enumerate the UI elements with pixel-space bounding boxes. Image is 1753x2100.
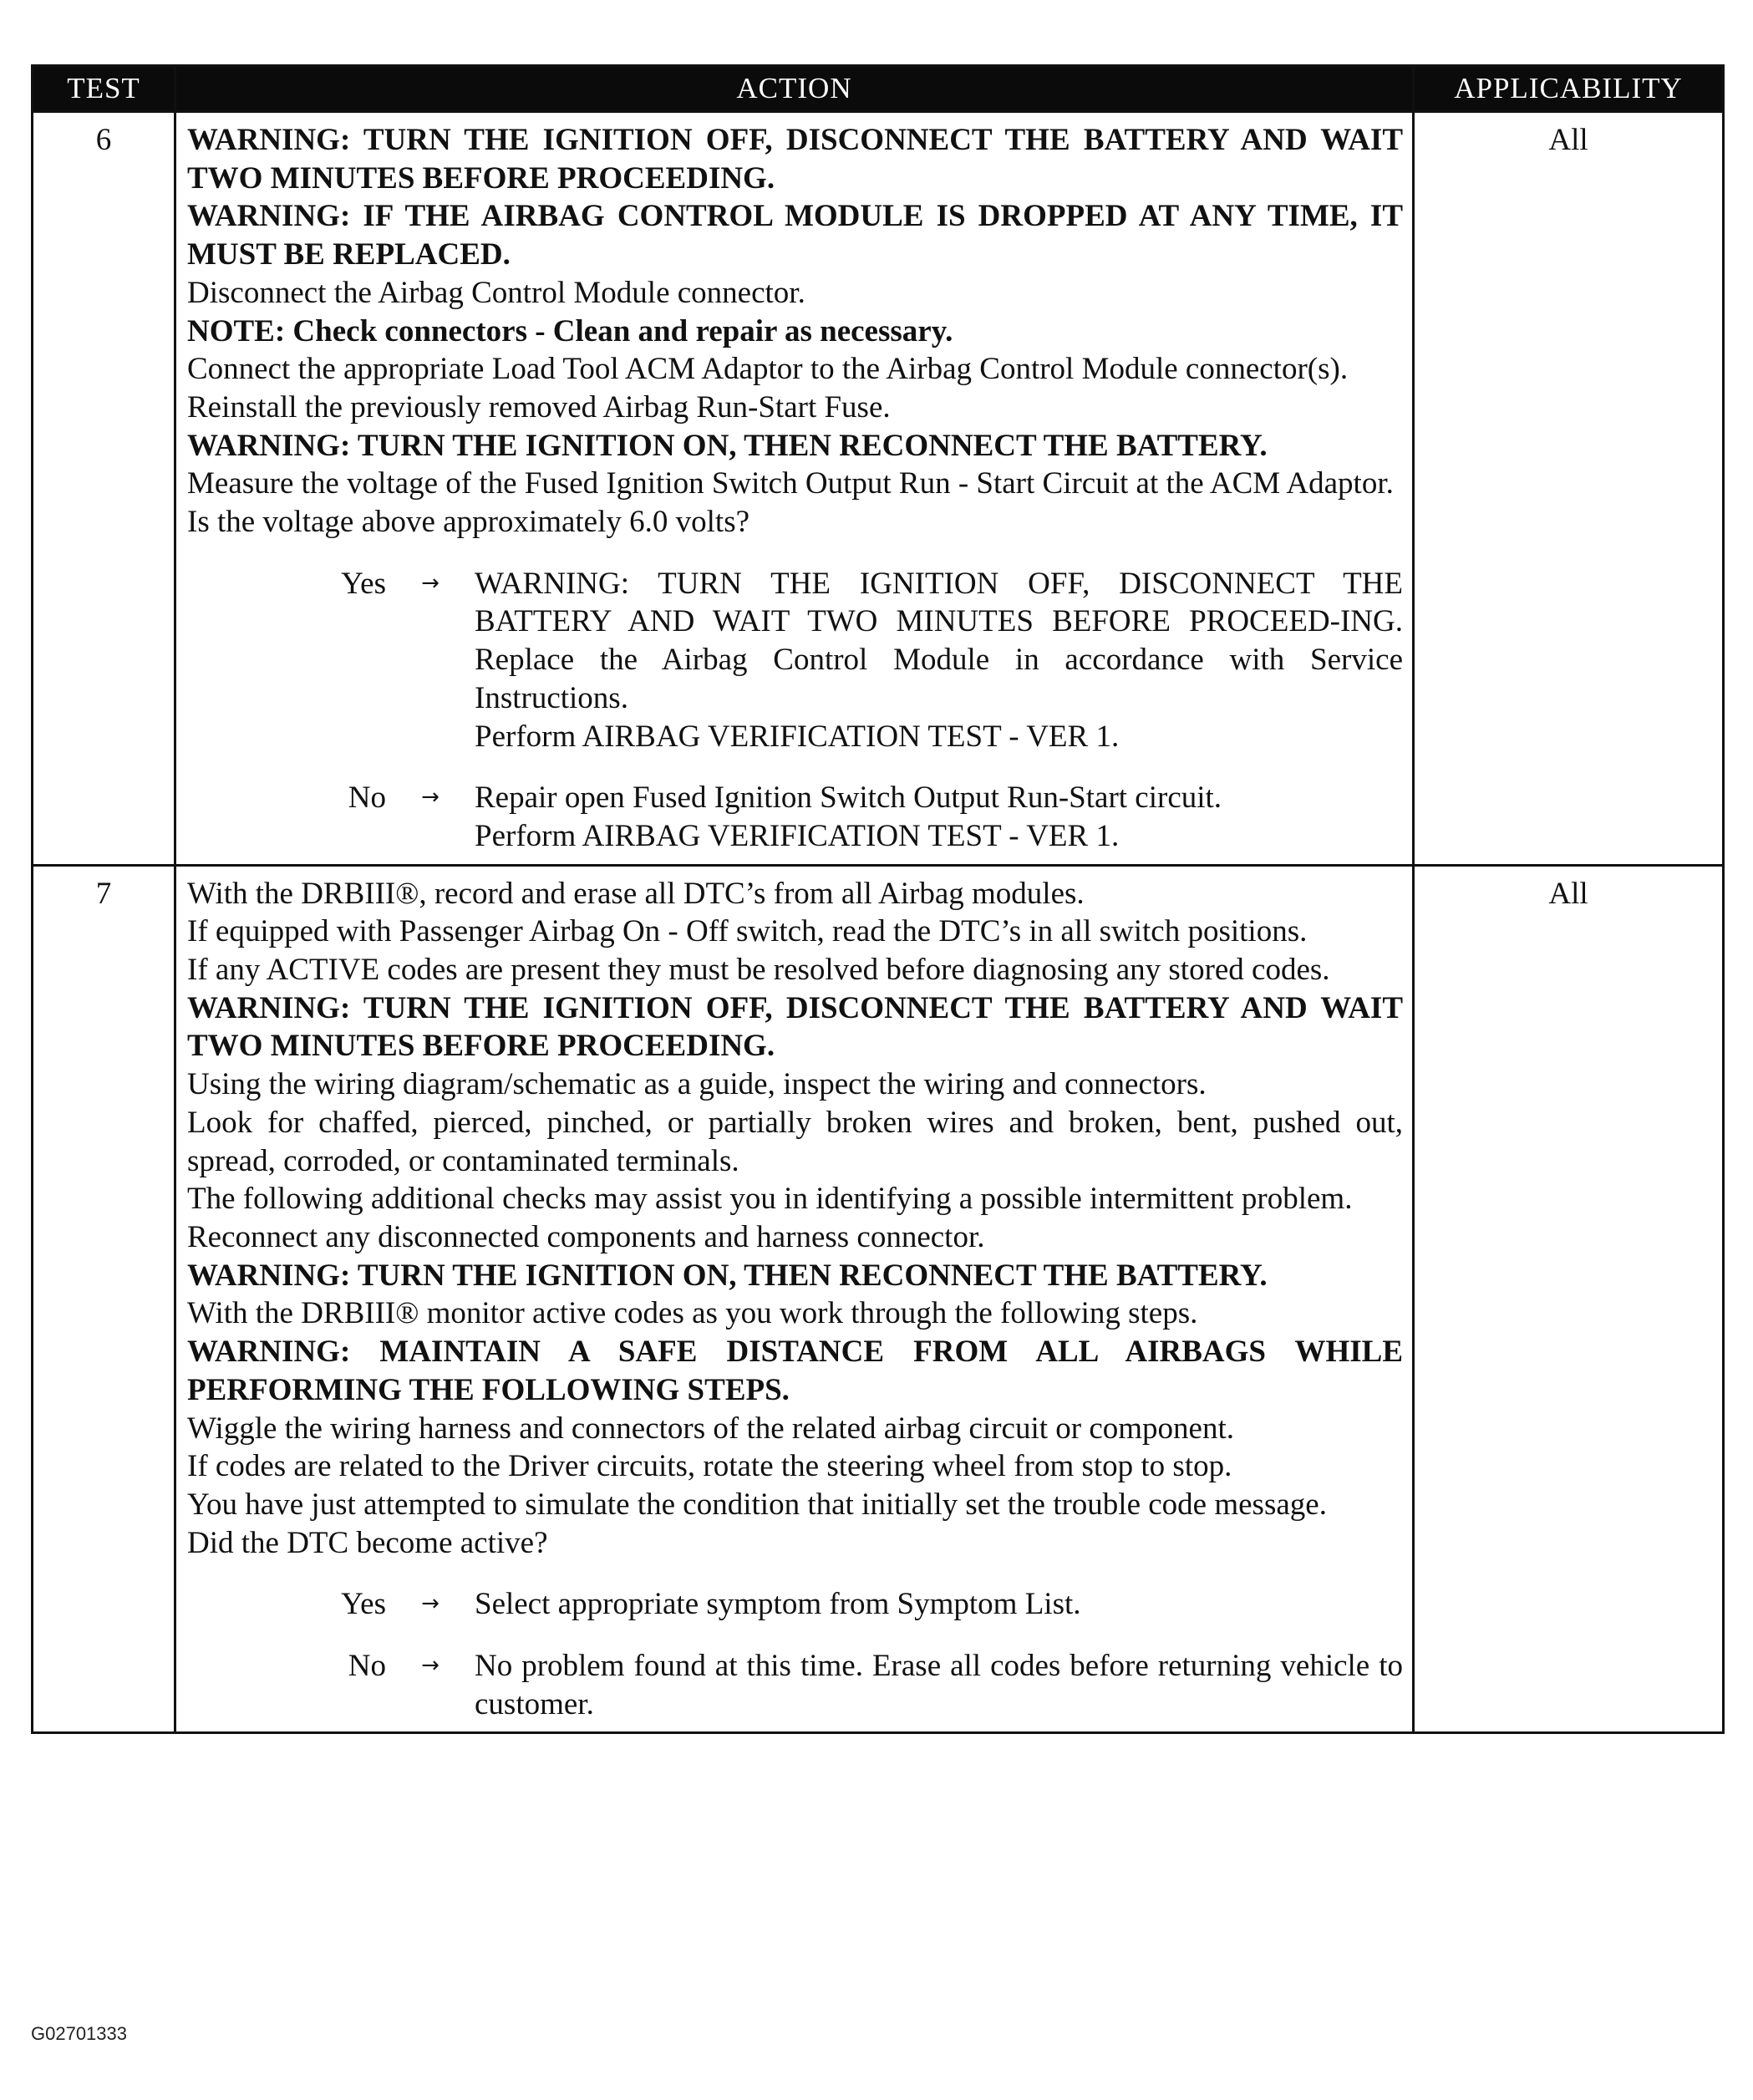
warning-text: WARNING: TURN THE IGNITION ON, THEN RECONNECT THE BATTERY. (187, 1258, 1268, 1293)
instruction-text: Reinstall the previously removed Airbag Run-Start Fuse. (187, 389, 891, 425)
branch-result-line: Perform AIRBAG VERIFICATION TEST - VER 1. (475, 818, 1120, 853)
note-text: NOTE: Check connectors - Clean and repair as necessary. (187, 313, 953, 348)
branch-label: Yes (341, 566, 386, 601)
header-test: TEST (33, 66, 175, 112)
diagnostic-table-container (31, 64, 1722, 1734)
question-text: Is the voltage above approximately 6.0 volts? (187, 505, 750, 540)
branch-no (187, 1647, 1403, 1723)
instruction-text: The following additional checks may assist you in identifying a possible intermittent problem. (187, 1182, 1353, 1217)
branch-result (475, 779, 1403, 855)
instruction-text: Wiggle the wiring harness and connectors of the related airbag circuit or component. (187, 1411, 1234, 1446)
diagnostic-test-table (31, 64, 1725, 1734)
branch-no (187, 779, 1403, 855)
branch-label: No (348, 781, 386, 816)
instruction-text: If any ACTIVE codes are present they must be resolved before diagnosing any stored codes. (187, 953, 1330, 988)
action-cell (175, 865, 1414, 1733)
warning-text: WARNING: TURN THE IGNITION ON, THEN RECONNECT THE BATTERY. (187, 428, 1268, 463)
right-arrow-icon: → (421, 1591, 440, 1617)
branch-yes (187, 565, 1403, 756)
question-text: Did the DTC become active? (187, 1525, 548, 1560)
test-number: 6 (33, 112, 175, 866)
branch-yes (187, 1585, 1403, 1624)
instruction-text: Connect the appropriate Load Tool ACM Adaptor to the Airbag Control Module connector(s). (187, 352, 1349, 387)
warning-text: WARNING: TURN THE IGNITION OFF, DISCONNECT THE BATTERY AND WAIT TWO MINUTES BEFORE PROCEEDING. (187, 990, 1403, 1064)
warning-text: WARNING: TURN THE IGNITION OFF, DISCONNECT THE BATTERY AND WAIT TWO MINUTES BEFORE PROCEEDING. (187, 123, 1403, 196)
applicability-value: All (1414, 112, 1724, 866)
right-arrow-icon: → (421, 570, 440, 596)
right-arrow-icon: → (421, 785, 440, 811)
instruction-text: With the DRBIII®, record and erase all DTC’s from all Airbag modules. (187, 876, 1085, 911)
branch-result (475, 1585, 1403, 1624)
branch-result-line: Perform AIRBAG VERIFICATION TEST - VER 1. (475, 719, 1120, 754)
instruction-text: Look for chaffed, pierced, pinched, or partially broken wires and broken, bent, pushed out, spread, corroded, or contaminated terminals. (187, 1105, 1403, 1178)
instruction-text: Using the wiring diagram/schematic as a guide, inspect the wiring and connectors. (187, 1067, 1207, 1102)
instruction-text: Measure the voltage of the Fused Ignition Switch Output Run - Start Circuit at the ACM Adaptor. (187, 466, 1394, 501)
table-header-row (33, 66, 1724, 112)
warning-text: WARNING: IF THE AIRBAG CONTROL MODULE IS DROPPED AT ANY TIME, IT MUST BE REPLACED. (187, 199, 1403, 272)
instruction-text: Disconnect the Airbag Control Module connector. (187, 275, 805, 310)
warning-text: WARNING: MAINTAIN A SAFE DISTANCE FROM ALL AIRBAGS WHILE PERFORMING THE FOLLOWING STEPS. (187, 1335, 1403, 1407)
branch-result-line: Repair open Fused Ignition Switch Output Run-Start circuit. (475, 781, 1222, 816)
branch-result (475, 565, 1403, 756)
header-action: ACTION (175, 66, 1414, 112)
header-applicability: APPLICABILITY (1414, 66, 1724, 112)
branch-result-line: WARNING: TURN THE IGNITION OFF, DISCONNECT THE BATTERY AND WAIT TWO MINUTES BEFORE PROCEED-ING. Replace the Airbag Control Module in accordance with Service Instructions. (475, 566, 1403, 715)
instruction-text: You have just attempted to simulate the condition that initially set the trouble code message. (187, 1487, 1327, 1522)
branch-result-line: No problem found at this time. Erase all codes before returning vehicle to customer. (475, 1649, 1403, 1721)
test-number: 7 (33, 865, 175, 1733)
branch-result-line: Select appropriate symptom from Symptom List. (475, 1587, 1081, 1622)
instruction-text: Reconnect any disconnected components and harness connector. (187, 1219, 985, 1254)
branch-label: No (348, 1649, 386, 1684)
right-arrow-icon: → (421, 1653, 440, 1679)
action-cell (175, 112, 1414, 866)
instruction-text: With the DRBIII® monitor active codes as you work through the following steps. (187, 1296, 1198, 1331)
table-row-test-6 (33, 112, 1724, 866)
branch-result (475, 1647, 1403, 1723)
instruction-text: If equipped with Passenger Airbag On - Off switch, read the DTC’s in all switch positions. (187, 914, 1308, 949)
applicability-value: All (1414, 865, 1724, 1733)
table-row-test-7 (33, 865, 1724, 1733)
branch-label: Yes (341, 1587, 386, 1622)
instruction-text: If codes are related to the Driver circuits, rotate the steering wheel from stop to stop. (187, 1449, 1232, 1484)
figure-id: G02701333 (31, 2023, 127, 2044)
